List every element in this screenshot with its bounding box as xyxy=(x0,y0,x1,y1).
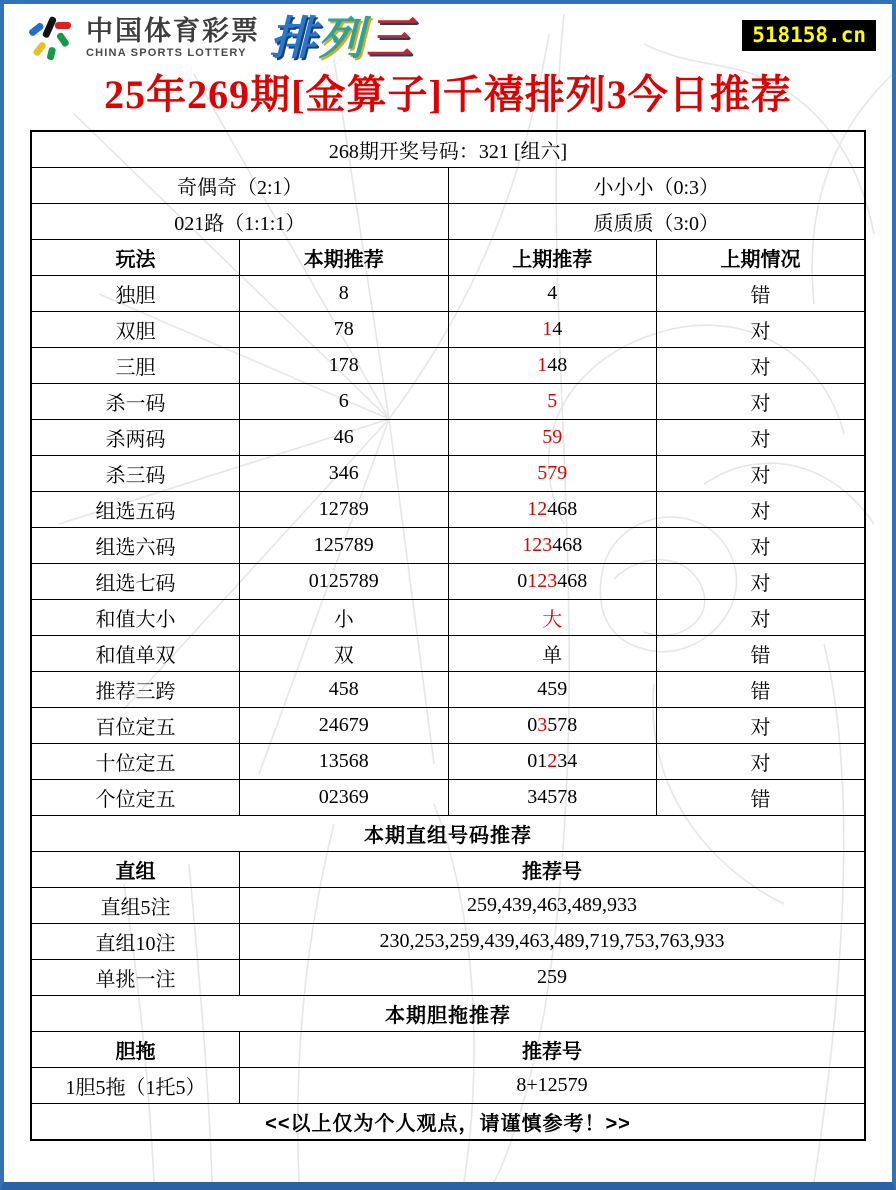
current-recommend-cell: 346 xyxy=(240,456,449,492)
current-recommend-cell: 小 xyxy=(240,600,449,636)
direct-col-header: 直组 xyxy=(31,852,240,888)
last-recommend-cell xyxy=(448,564,657,600)
dantuo-value: 8+12579 xyxy=(240,1068,866,1104)
recommend-row xyxy=(31,744,865,780)
last-value-segment: 3 xyxy=(537,714,548,736)
recommend-row xyxy=(31,348,865,384)
recommend-row xyxy=(31,528,865,564)
last-value-segment: 4 xyxy=(547,282,558,304)
direct-row xyxy=(31,924,865,960)
result-cell: 错 xyxy=(657,672,866,708)
result-cell: 对 xyxy=(657,528,866,564)
dantuo-header-row xyxy=(31,1032,865,1068)
logo-english-name: CHINA SPORTS LOTTERY xyxy=(86,46,247,59)
play-cell: 三胆 xyxy=(31,348,240,384)
direct-label: 单挑一注 xyxy=(31,960,240,996)
direct-header-row xyxy=(31,852,865,888)
last-recommend-cell xyxy=(448,744,657,780)
game-char: 排 xyxy=(270,12,318,64)
play-cell: 和值大小 xyxy=(31,600,240,636)
recommend-row xyxy=(31,492,865,528)
summary-row xyxy=(31,204,865,240)
game-name-pailie3 xyxy=(270,14,414,62)
result-cell: 对 xyxy=(657,456,866,492)
play-cell: 杀三码 xyxy=(31,456,240,492)
last-recommend-cell xyxy=(448,708,657,744)
current-recommend-cell: 0125789 xyxy=(240,564,449,600)
recommend-row xyxy=(31,708,865,744)
last-value-segment: 468 xyxy=(547,498,578,520)
direct-group-section xyxy=(31,816,865,996)
last-value-segment: 1 xyxy=(542,318,553,340)
result-cell: 对 xyxy=(657,744,866,780)
result-cell: 错 xyxy=(657,780,866,816)
last-value-segment: 4 xyxy=(552,318,563,340)
play-cell: 推荐三跨 xyxy=(31,672,240,708)
logo-chinese-name: 中国体育彩票 xyxy=(86,15,260,46)
current-recommend-cell: 13568 xyxy=(240,744,449,780)
page-title: 25年269期[金算子]千禧排列3今日推荐 xyxy=(104,72,792,117)
last-value-segment: 123 xyxy=(527,570,558,592)
current-recommend-cell: 02369 xyxy=(240,780,449,816)
game-char: 三 xyxy=(366,12,414,64)
prime-cell: 质质质（3:0） xyxy=(448,204,865,240)
last-value-segment: 123 xyxy=(522,534,553,556)
play-cell: 杀一码 xyxy=(31,384,240,420)
draw-result-row xyxy=(31,131,865,168)
result-cell: 对 xyxy=(657,492,866,528)
play-cell: 杀两码 xyxy=(31,420,240,456)
current-recommend-cell: 178 xyxy=(240,348,449,384)
result-cell: 对 xyxy=(657,708,866,744)
current-recommend-cell: 12789 xyxy=(240,492,449,528)
current-recommend-cell: 6 xyxy=(240,384,449,420)
direct-col-header-value: 推荐号 xyxy=(240,852,866,888)
dantuo-section-title: 本期胆拖推荐 xyxy=(31,996,865,1032)
road-cell: 021路（1:1:1） xyxy=(31,204,448,240)
play-cell: 双胆 xyxy=(31,312,240,348)
dantuo-col-header: 胆拖 xyxy=(31,1032,240,1068)
recommend-row xyxy=(31,384,865,420)
prediction-table xyxy=(30,130,866,1141)
play-cell: 组选五码 xyxy=(31,492,240,528)
last-value-segment: 0 xyxy=(527,714,538,736)
last-recommend-cell xyxy=(448,528,657,564)
summary-section xyxy=(31,131,865,276)
recommend-row xyxy=(31,780,865,816)
last-value-segment: 579 xyxy=(537,462,568,484)
sports-lottery-icon xyxy=(26,14,76,62)
last-value-segment: 459 xyxy=(537,678,568,700)
last-value-segment: 34 xyxy=(557,750,578,772)
current-recommend-cell: 78 xyxy=(240,312,449,348)
current-recommend-cell: 458 xyxy=(240,672,449,708)
last-recommend-cell xyxy=(448,312,657,348)
last-value-segment: 1 xyxy=(537,354,548,376)
recommend-row xyxy=(31,636,865,672)
result-cell: 对 xyxy=(657,384,866,420)
last-recommend-cell xyxy=(448,456,657,492)
result-cell: 错 xyxy=(657,636,866,672)
last-recommend-cell xyxy=(448,384,657,420)
current-recommend-cell: 46 xyxy=(240,420,449,456)
recommend-row xyxy=(31,420,865,456)
game-char: 列 xyxy=(318,12,366,64)
dantuo-col-header-value: 推荐号 xyxy=(240,1032,866,1068)
result-cell: 对 xyxy=(657,348,866,384)
logo-names xyxy=(86,15,260,59)
recommend-rows xyxy=(31,276,865,816)
summary-row xyxy=(31,168,865,204)
play-cell: 和值单双 xyxy=(31,636,240,672)
col-header-last: 上期推荐 xyxy=(448,240,657,276)
last-value-segment: 59 xyxy=(542,426,563,448)
current-recommend-cell: 24679 xyxy=(240,708,449,744)
play-cell: 组选六码 xyxy=(31,528,240,564)
last-recommend-cell xyxy=(448,420,657,456)
result-cell: 错 xyxy=(657,276,866,312)
direct-section-title: 本期直组号码推荐 xyxy=(31,816,865,852)
current-recommend-cell: 双 xyxy=(240,636,449,672)
last-value-segment: 468 xyxy=(552,534,583,556)
dantuo-row xyxy=(31,1068,865,1104)
section-title-row xyxy=(31,816,865,852)
last-value-segment: 5 xyxy=(547,390,558,412)
last-value-segment: 0 xyxy=(517,570,528,592)
col-header-play: 玩法 xyxy=(31,240,240,276)
play-cell: 个位定五 xyxy=(31,780,240,816)
dantuo-label: 1胆5拖（1托5） xyxy=(31,1068,240,1104)
recommend-row xyxy=(31,600,865,636)
big-small-cell: 小小小（0:3） xyxy=(448,168,865,204)
last-value-segment: 12 xyxy=(527,498,548,520)
result-cell: 对 xyxy=(657,420,866,456)
play-cell: 十位定五 xyxy=(31,744,240,780)
result-cell: 对 xyxy=(657,312,866,348)
recommend-row xyxy=(31,672,865,708)
play-cell: 独胆 xyxy=(31,276,240,312)
direct-row xyxy=(31,888,865,924)
last-value-segment: 大 xyxy=(542,609,563,631)
direct-value: 259 xyxy=(240,960,866,996)
page-header xyxy=(4,4,892,70)
recommend-header-row xyxy=(31,240,865,276)
last-value-segment: 2 xyxy=(547,750,558,772)
play-cell: 组选七码 xyxy=(31,564,240,600)
col-header-current: 本期推荐 xyxy=(240,240,449,276)
disclaimer-text: <<以上仅为个人观点，请谨慎参考！>> xyxy=(31,1104,865,1141)
draw-result: 268期开奖号码：321 [组六] xyxy=(31,131,865,168)
direct-value: 259,439,463,489,933 xyxy=(240,888,866,924)
site-url-badge[interactable]: 518158.cn xyxy=(742,20,876,51)
last-recommend-cell xyxy=(448,276,657,312)
disclaimer-row xyxy=(31,1104,865,1141)
last-value-segment: 单 xyxy=(542,645,563,667)
section-title-row xyxy=(31,996,865,1032)
recommend-row xyxy=(31,564,865,600)
current-recommend-cell: 8 xyxy=(240,276,449,312)
last-recommend-cell xyxy=(448,600,657,636)
last-recommend-cell xyxy=(448,672,657,708)
last-value-segment: 48 xyxy=(547,354,568,376)
play-cell: 百位定五 xyxy=(31,708,240,744)
last-recommend-cell xyxy=(448,780,657,816)
last-value-segment: 468 xyxy=(557,570,588,592)
china-sports-lottery-logo xyxy=(26,14,414,62)
current-recommend-cell: 125789 xyxy=(240,528,449,564)
recommend-row xyxy=(31,312,865,348)
result-cell: 对 xyxy=(657,600,866,636)
result-cell: 对 xyxy=(657,564,866,600)
last-recommend-cell xyxy=(448,492,657,528)
footer-section xyxy=(31,1104,865,1141)
direct-value: 230,253,259,439,463,489,719,753,763,933 xyxy=(240,924,866,960)
last-value-segment: 01 xyxy=(527,750,548,772)
last-recommend-cell xyxy=(448,636,657,672)
direct-label: 直组10注 xyxy=(31,924,240,960)
dantuo-section xyxy=(31,996,865,1104)
odd-even-cell: 奇偶奇（2:1） xyxy=(31,168,448,204)
recommend-row xyxy=(31,456,865,492)
col-header-result: 上期情况 xyxy=(657,240,866,276)
last-recommend-cell xyxy=(448,348,657,384)
recommend-row xyxy=(31,276,865,312)
last-value-segment: 578 xyxy=(547,714,578,736)
direct-label: 直组5注 xyxy=(31,888,240,924)
last-value-segment: 34578 xyxy=(527,786,578,808)
direct-row xyxy=(31,960,865,996)
